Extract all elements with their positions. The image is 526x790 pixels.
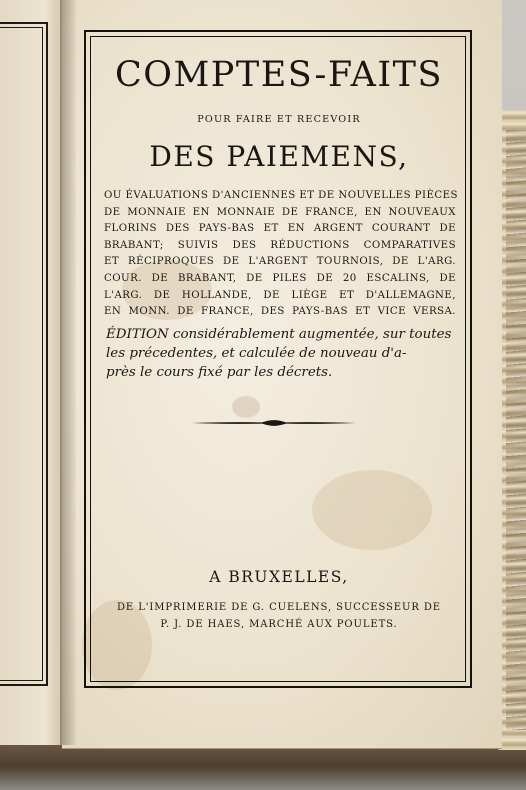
imprint-city: A BRUXELLES, bbox=[209, 568, 349, 586]
subtitle-small: POUR FAIRE ET RECEVOIR bbox=[197, 114, 361, 125]
edition-note bbox=[106, 326, 458, 382]
description-line: OU ÉVALUATIONS D'ANCIENNES ET DE NOUVELLES PIÈCES bbox=[104, 190, 458, 201]
edition-line: ÉDITION considérablement augmentée, sur toutes bbox=[106, 327, 452, 342]
ornamental-rule bbox=[192, 417, 356, 429]
ink-stain bbox=[232, 396, 260, 418]
description-line: COUR. DE BRABANT, DE PILES DE 20 ESCALINS, DE bbox=[104, 272, 456, 284]
edition-line: près le cours fixé par les décrets. bbox=[106, 364, 333, 380]
left-page-frame bbox=[0, 22, 48, 686]
gutter-shadow bbox=[60, 0, 76, 745]
book-cover-edge bbox=[0, 742, 526, 790]
description-line: L'ARG. DE HOLLANDE, DE LIÈGE ET D'ALLEMAGNE, bbox=[104, 289, 456, 301]
subtitle-large: DES PAIEMENS, bbox=[149, 140, 409, 173]
description-line: BRABANT; SUIVIS DES RÉDUCTIONS COMPARATIVES bbox=[104, 239, 456, 251]
edition-line: les précedentes, et calculée de nouveau d'a- bbox=[106, 345, 407, 361]
description-line: FLORINS DES PAYS-BAS ET EN ARGENT COURANT DE bbox=[104, 223, 456, 235]
imprint-address: P. J. DE HAES, MARCHÉ AUX POULETS. bbox=[160, 619, 398, 630]
left-facing-page bbox=[0, 0, 65, 745]
imprint-printer: DE L'IMPRIMERIE DE G. CUELENS, SUCCESSEUR DE bbox=[117, 602, 441, 613]
torn-page-edges bbox=[506, 130, 526, 730]
description-line: DE MONNAIE EN MONNAIE DE FRANCE, EN NOUVEAUX bbox=[104, 206, 456, 218]
book-title: COMPTES-FAITS bbox=[114, 55, 443, 95]
description-block bbox=[104, 188, 456, 321]
description-line: EN MONN. DE FRANCE, DES PAYS-BAS ET VICE VERSA. bbox=[104, 306, 456, 318]
description-line: ET RÉCIPROQUES DE L'ARGENT TOURNOIS, DE L'ARG. bbox=[104, 256, 456, 268]
